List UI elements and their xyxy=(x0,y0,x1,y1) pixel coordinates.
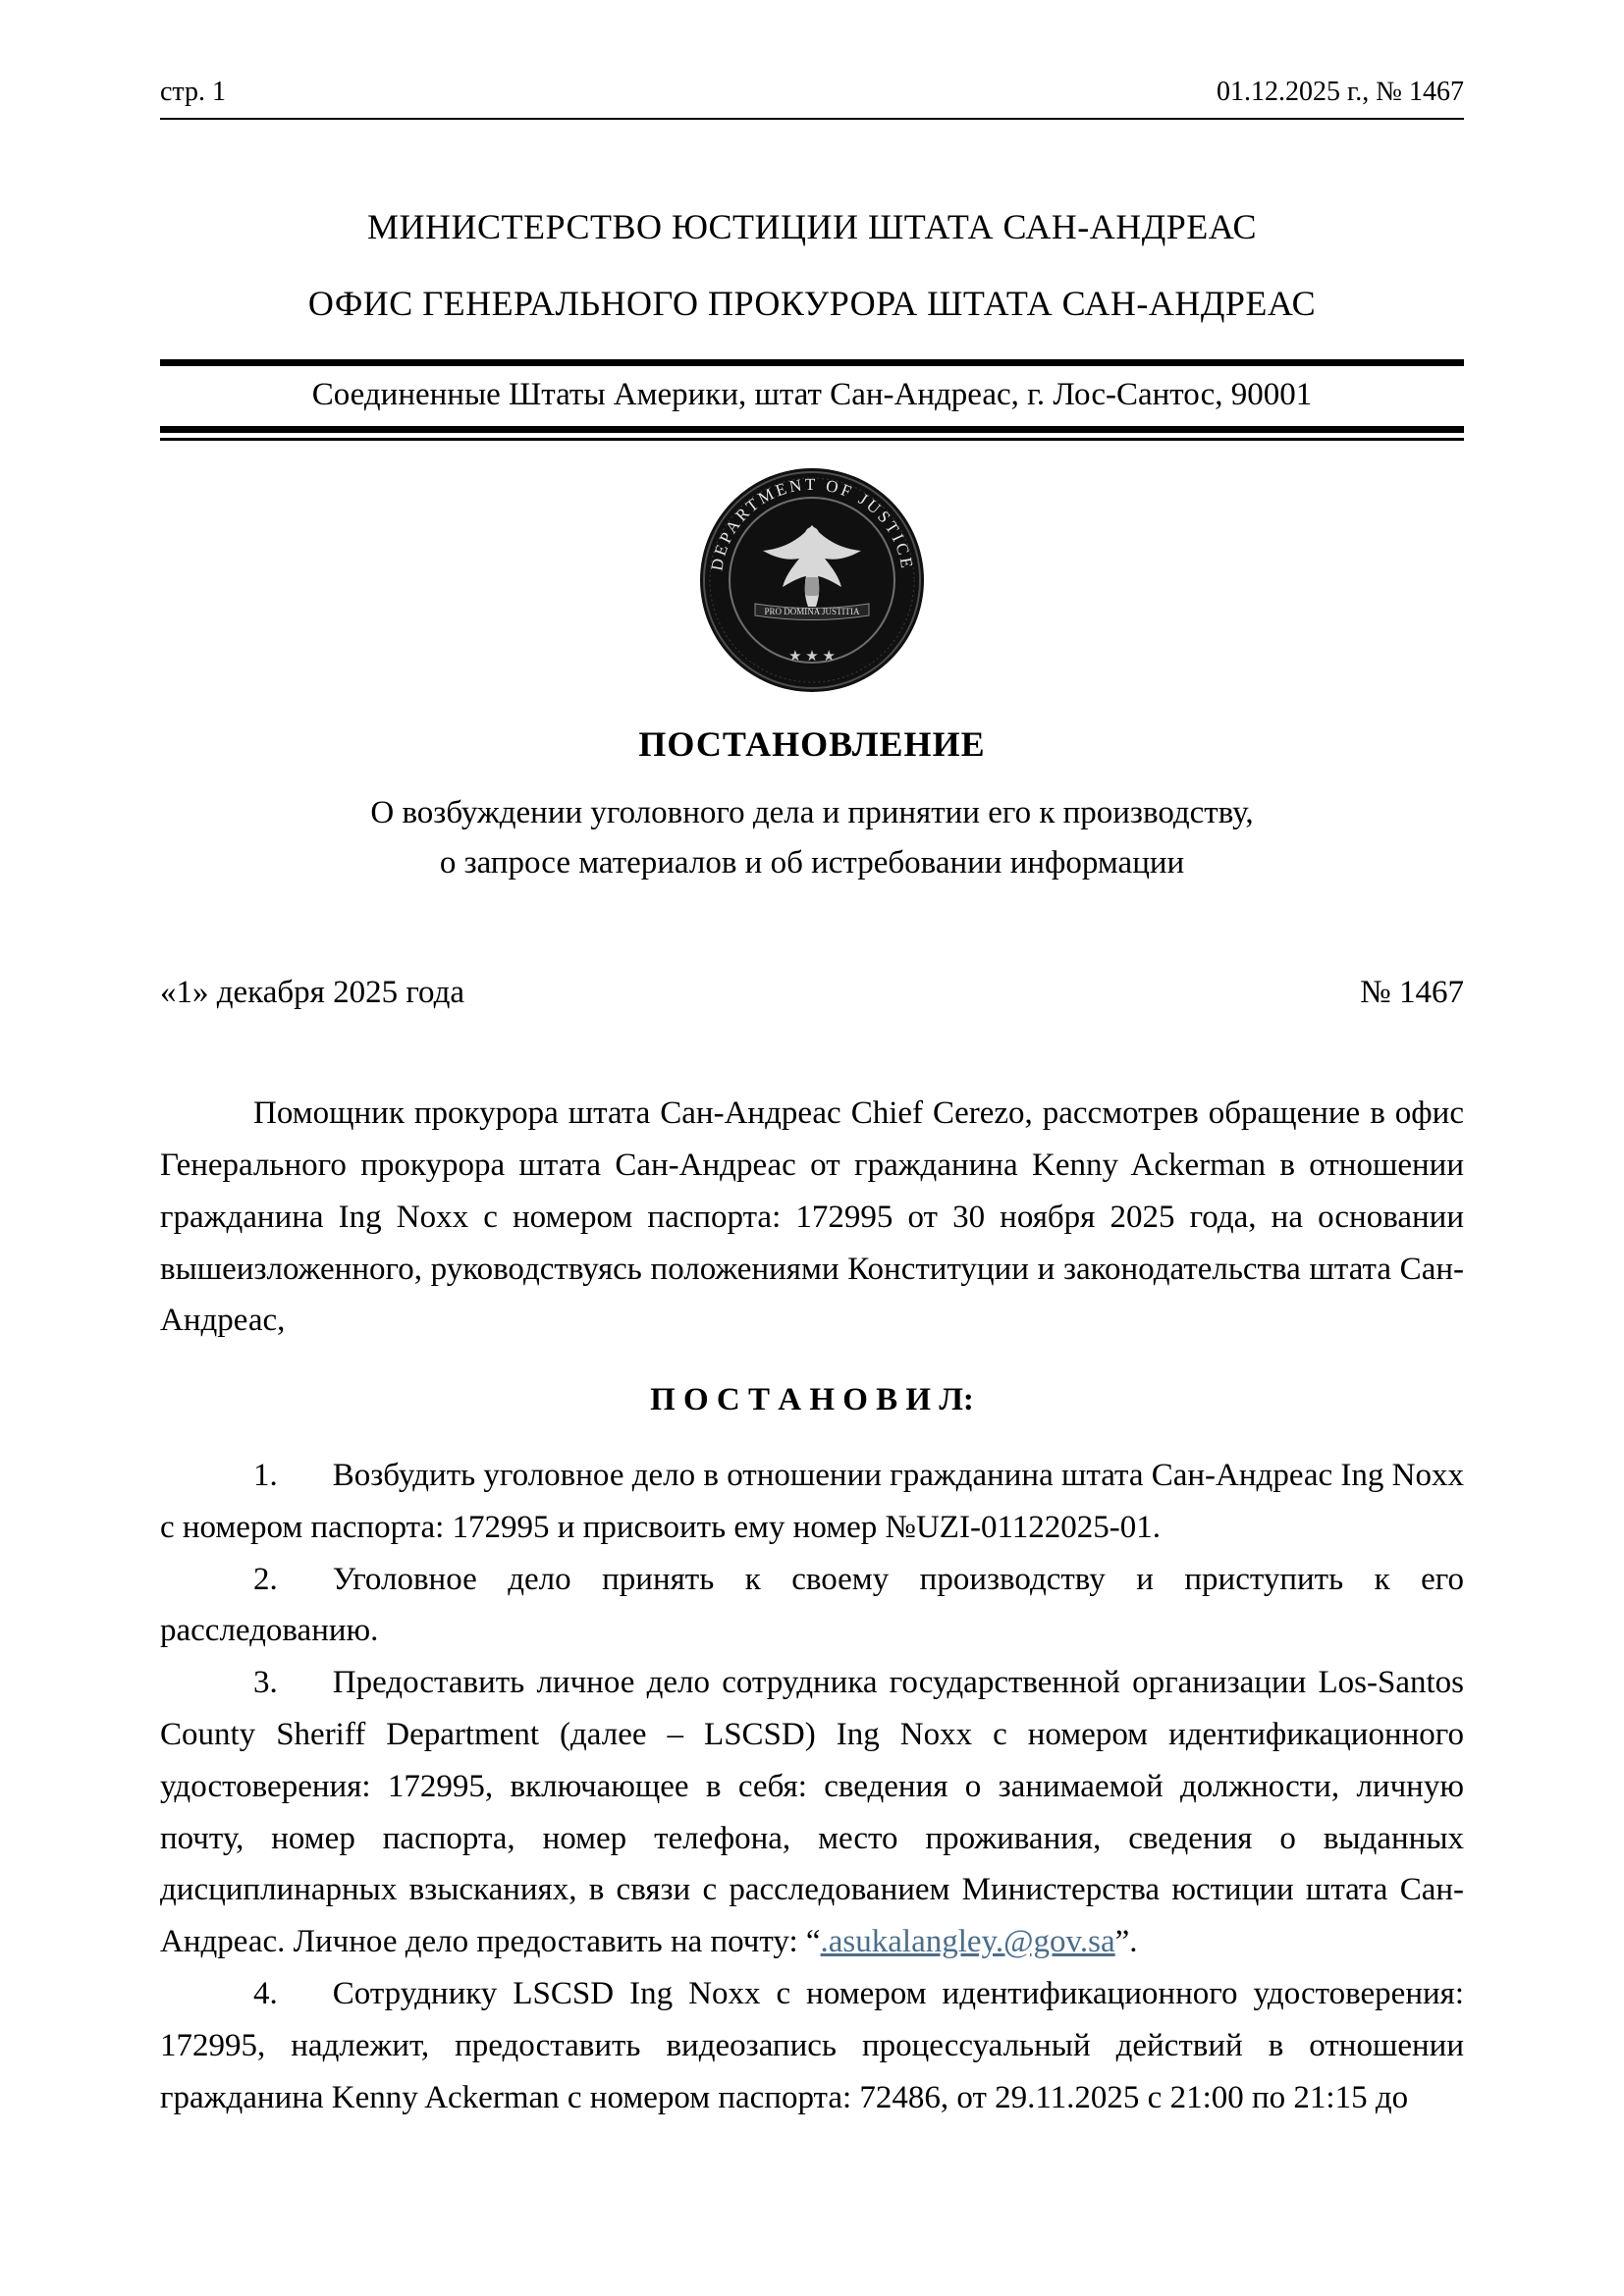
header-date-number: 01.12.2025 г., № 1467 xyxy=(1216,77,1464,107)
seal-ring-text: DEPARTMENT OF JUSTICE xyxy=(707,474,917,572)
page-header xyxy=(160,77,1464,118)
subtitle-line-1: О возбуждении уголовного дела и принятии его к производству, xyxy=(370,795,1254,830)
office-title: ОФИС ГЕНЕРАЛЬНОГО ПРОКУРОРА ШТАТА САН-АНДРЕАС xyxy=(307,284,1317,323)
item-3-text-after-link: ”. xyxy=(1114,1924,1138,1960)
address-underline xyxy=(160,438,1464,441)
item-2 xyxy=(160,1554,1464,1658)
document-body xyxy=(160,1088,1464,2123)
seal-stars: ★ ★ ★ xyxy=(788,649,836,665)
item-1-text: Возбудить уголовное дело в отношении гражданина штата Сан-Андреас Ing Noxx с номером паспорта: 172995 и присвоить ему номер №UZI-01122025-01. xyxy=(160,1458,1464,1545)
document-number: № 1467 xyxy=(1360,975,1464,1011)
seal-container xyxy=(160,466,1464,694)
document-subtitle xyxy=(160,788,1464,888)
item-4 xyxy=(160,1968,1464,2123)
item-4-text: Сотруднику LSCSD Ing Noxx с номером идентификационного удостоверения: 172995, надлежит, предоставить видеозапись процессуальный действий в отношении гражданина Kenny Ackerman с номером паспорта: 72486, от 29.11.2025 с 21:00 по 21:15 до xyxy=(160,1976,1464,2115)
item-2-text: Уголовное дело принять к своему производству и приступить к его расследованию. xyxy=(160,1561,1464,1649)
page-number: стр. 1 xyxy=(160,77,227,107)
item-4-number: 4. xyxy=(253,1976,278,2012)
address-band: Соединенные Штаты Америки, штат Сан-Андреас, г. Лос-Сантос, 90001 xyxy=(160,359,1464,433)
meta-row xyxy=(160,975,1464,1011)
item-1 xyxy=(160,1450,1464,1554)
email-link[interactable]: .asukalangley.@gov.sa xyxy=(820,1924,1115,1960)
item-3-number: 3. xyxy=(253,1665,278,1701)
seal-motto: PRO DOMINA JUSTITIA xyxy=(764,607,860,616)
item-3 xyxy=(160,1657,1464,1968)
document-date: «1» декабря 2025 года xyxy=(160,975,465,1011)
item-1-number: 1. xyxy=(253,1458,278,1494)
item-3-text-before-link: Предоставить личное дело сотрудника государственной организации Los-Santos County Sheriff Department (далее – LSCSD) Ing Noxx с номером идентификационного удостоверения: 172995, включающее в себя: сведения о занимаемой должности, личную почту, номер паспорта, номер телефона, место проживания, сведения о выданных дисциплинарных взысканиях, в связи с расследованием Министерства юстиции штата Сан-Андреас. Личное дело предоставить на почту: “ xyxy=(160,1665,1464,1960)
document-title: ПОСТАНОВЛЕНИЕ xyxy=(638,724,986,764)
item-2-number: 2. xyxy=(253,1561,278,1597)
header-divider xyxy=(160,118,1464,120)
subtitle-line-2: о запросе материалов и об истребовании информации xyxy=(439,845,1185,881)
resolved-heading: П О С Т А Н О В И Л: xyxy=(650,1382,974,1418)
ministry-title: МИНИСТЕРСТВО ЮСТИЦИИ ШТАТА САН-АНДРЕАС xyxy=(367,207,1257,246)
doj-seal-icon xyxy=(698,466,926,694)
letterhead xyxy=(160,206,1464,324)
intro-paragraph: Помощник прокурора штата Сан-Андреас Chief Cerezo, рассмотрев обращение в офис Генерального прокурора штата Сан-Андреас от гражданина Kenny Ackerman в отношении гражданина Ing Noxx с номером паспорта: 172995 от 30 ноября 2025 года, на основании вышеизложенного, руководствуясь положениями Конституции и законодательства штата Сан-Андреас, xyxy=(160,1095,1464,1339)
